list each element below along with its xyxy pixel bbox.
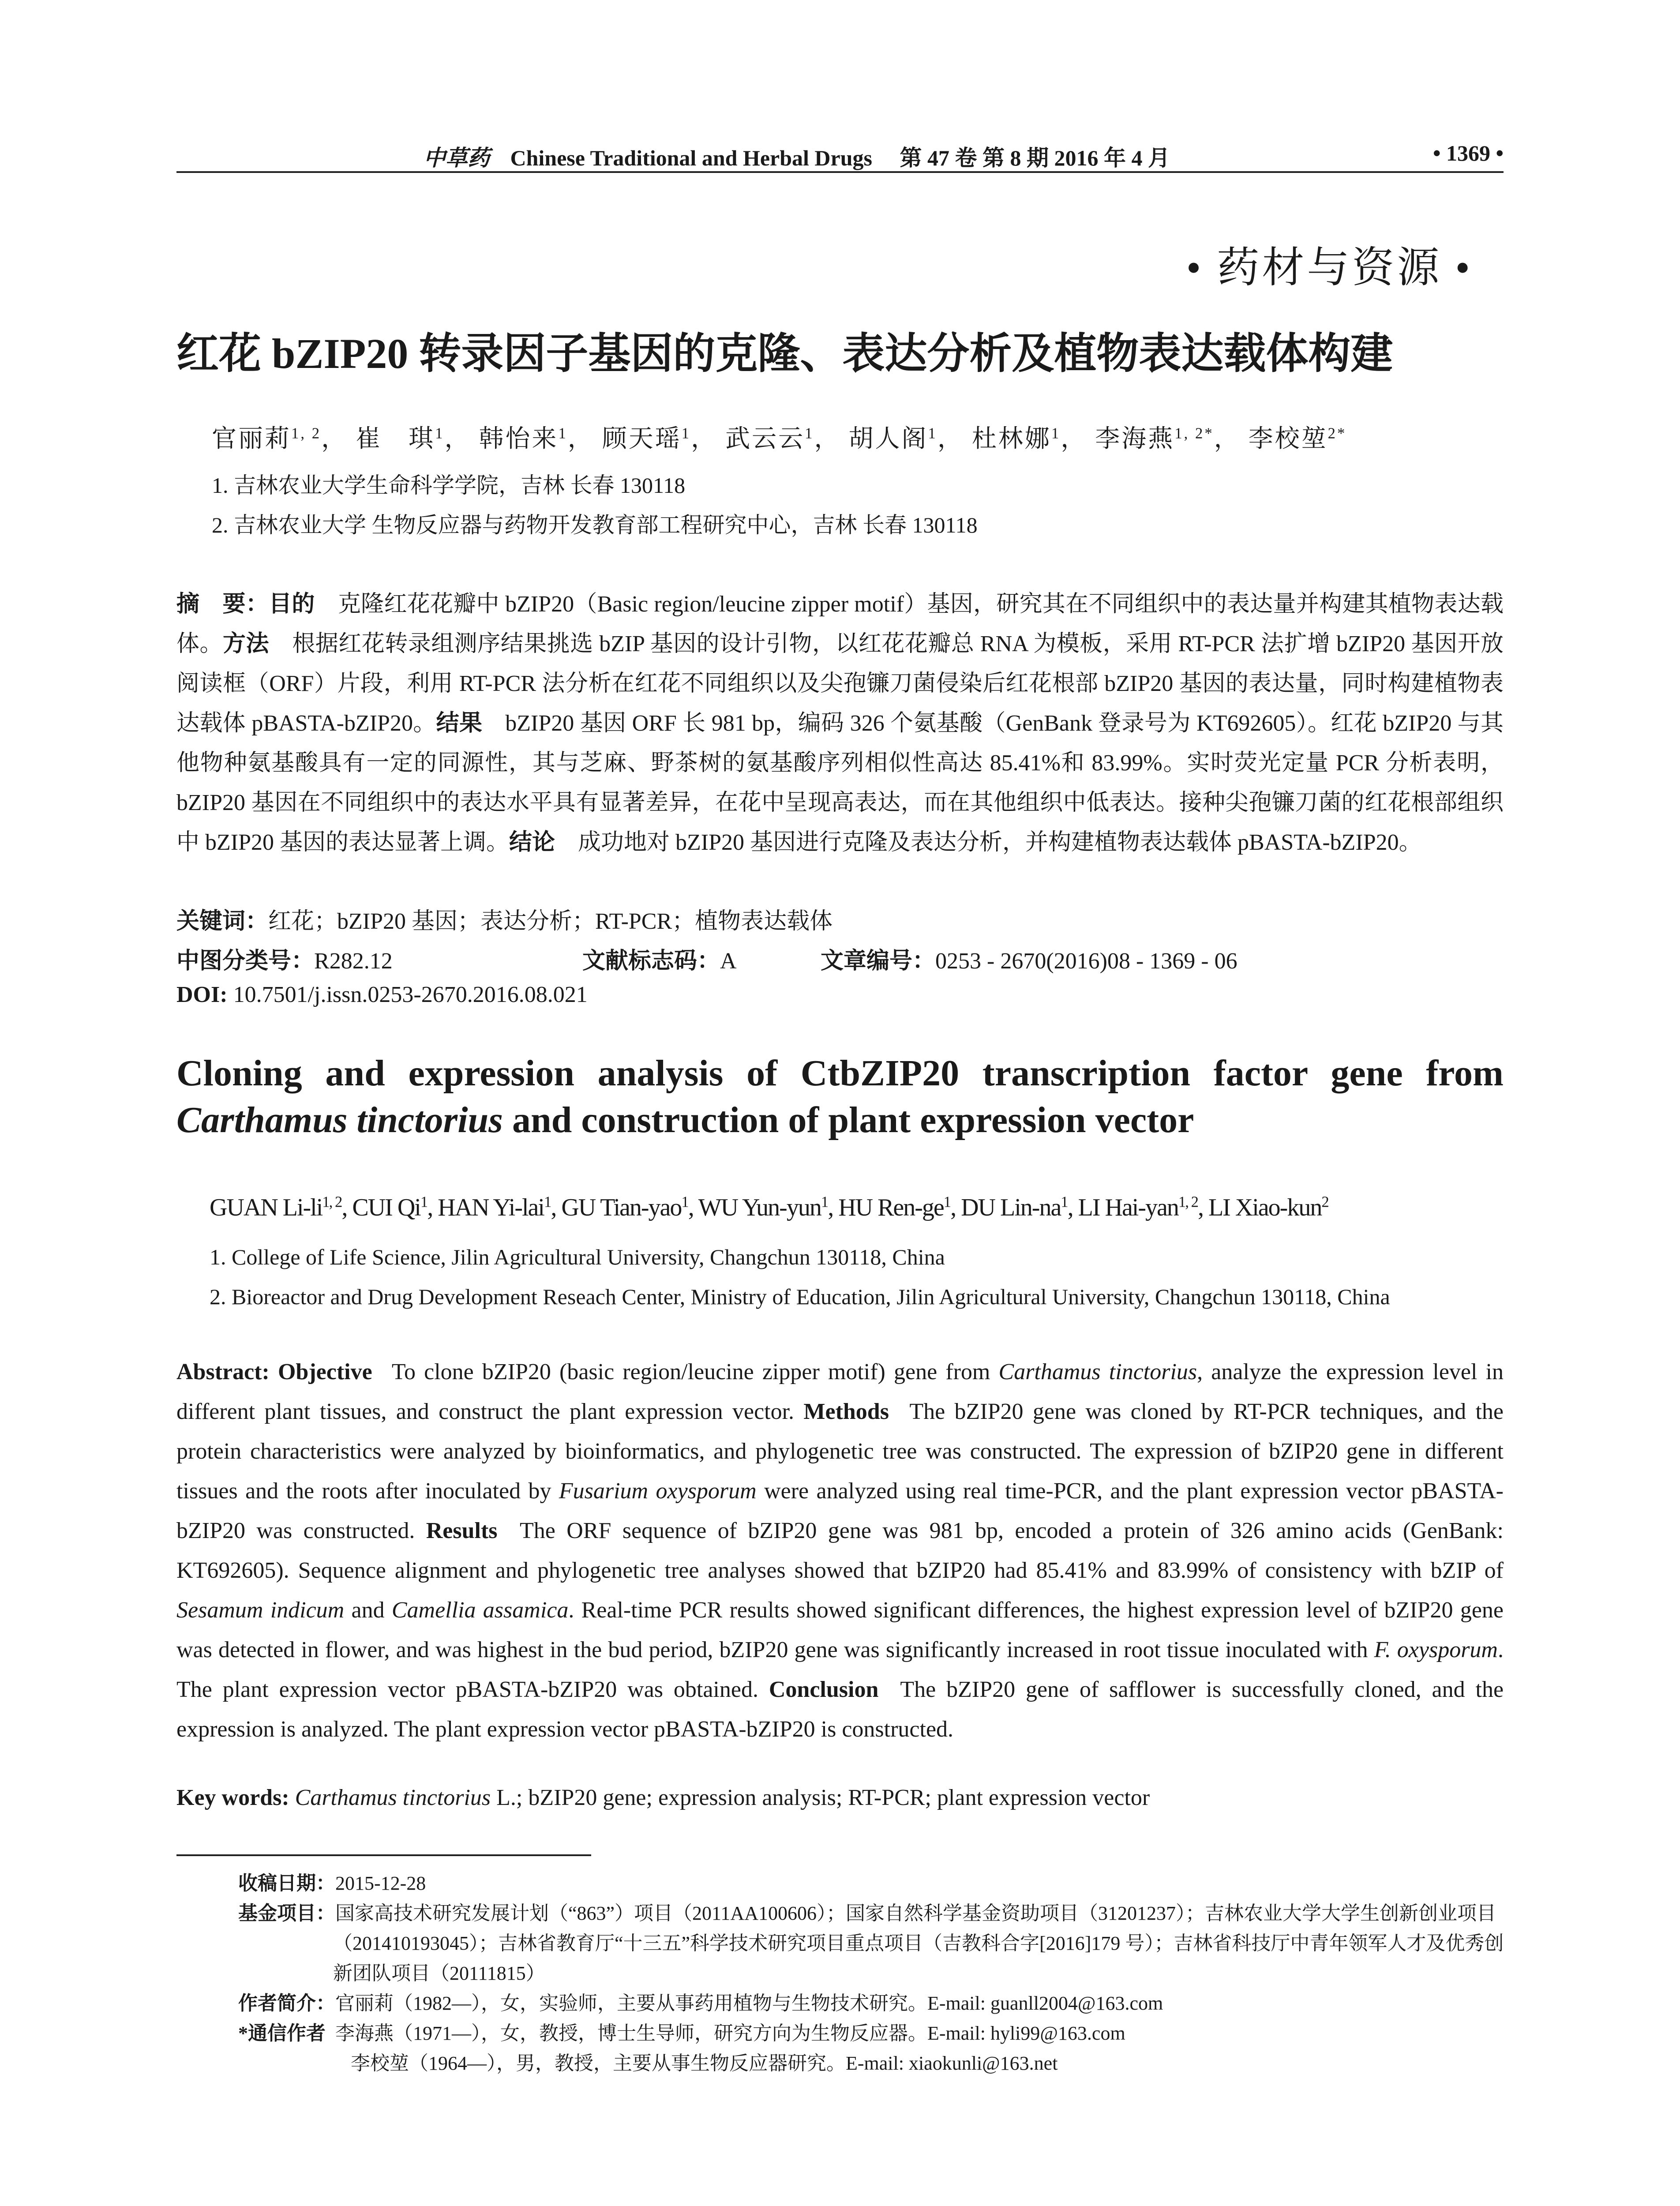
keywords-label: 关键词： — [176, 909, 269, 934]
conclusion-label: Conclusion — [769, 1677, 879, 1702]
results-text: bZIP20 基因 ORF 长 981 bp，编码 326 个氨基酸（GenBank 登录号为 KT692605）。红花 bZIP20 与其他物种氨基酸具有一定的同源性，其与芝麻、野茶树的氨基酸序列相似性高达 85.41%和 83.99%。实时荧光定量 PCR 分析表明，bZIP20 基因在不同组织中的表达水平具有显著差异，在花中呈现高表达，而在其他组织中低表达。接种尖孢镰刀菌的红花根部组织中 bZIP20 基因的表达显著上调。 — [176, 711, 1504, 855]
author-affil-mark: 1, 2 — [291, 424, 322, 442]
objective-label: 目的 — [269, 592, 315, 617]
doc-code-value: A — [720, 949, 737, 974]
author-affil-mark: 1 — [1051, 424, 1061, 442]
en-affiliation-1: 1. College of Life Science, Jilin Agricultural University, Changchun 130118, China — [210, 1245, 945, 1269]
objective-text: , analyze the expression level in different plant tissues, and construct the plant expression vector. — [176, 1359, 1504, 1424]
fund-label: 基金项目： — [238, 1902, 335, 1924]
running-header — [176, 140, 1504, 173]
clc-label: 中图分类号： — [176, 949, 315, 974]
en-author-list: GUAN Li-li$^{1, 2}$, CUI Qi$^1$, HAN Yi-lai$^1$, GU Tian-yao$^1$, WU Yun-yun$^1$, HU Ren-$ge^1$, DU Lin-$na^1$, LI Hai-yan$^{1, 2}$, LI Xiao-kun$^2$ — [210, 1193, 1328, 1221]
author-affil-mark: 2* — [1328, 424, 1347, 442]
received-label: 收稿日期： — [238, 1872, 335, 1894]
corresponding-author-1 — [238, 2018, 1504, 2048]
cn-affiliation-2: 2. 吉林农业大学 生物反应器与药物开发教育部工程研究中心，吉林 长春 130118 — [212, 513, 978, 537]
cn-abstract — [176, 585, 1504, 863]
author-affil-mark: 1 — [928, 424, 938, 442]
corr-label: *通信作者 — [238, 2022, 326, 2044]
methods-text: 根据红花转录组测序结果挑选 bZIP 基因的设计引物，以红花花瓣总 RNA 为模板，采用 RT-PCR 法扩增 bZIP20 基因开放阅读框（ORF）片段，利用 RT-PCR 法分析在红花不同组织以及尖孢镰刀菌侵染后红花根部 bZIP20 基因的表达量，同时构建植物表达载体 pBASTA-bZIP20。 — [176, 631, 1504, 736]
cn-author-list: 官丽莉$^{1, 2}$， 崔 琪$^1$， 韩怡来$^1$， 顾天瑶$^1$， 武云云$^1$， 胡人阁$^1$， 杜林娜$^1$， 李海燕$^{1, 2*}$， 李校堃$^{2*}$ — [212, 424, 1347, 453]
fund-info — [238, 1898, 1504, 1988]
species-name: Camellia assamica — [391, 1598, 569, 1623]
en-keywords — [176, 1785, 1150, 1811]
en-affiliation-2: 2. Bioreactor and Drug Development Reseach Center, Ministry of Education, Jilin Agricultural University, Changchun 130118, China — [210, 1284, 1390, 1309]
author-affil-mark: 1 — [435, 424, 445, 442]
species-name: Carthamus tinctorius — [295, 1785, 491, 1810]
results-text: . Real-time PCR results showed significant differences, the highest expression level of bZIP20 gene was detected in flower, and was highest in the bud period, bZIP20 gene was significantly increased in root tissue inoculated with — [176, 1598, 1504, 1662]
author-affil-mark: 1, 2 — [322, 1193, 342, 1211]
cn-author: 杜林娜 — [971, 425, 1051, 453]
en-title-species: Carthamus tinctorius — [176, 1099, 503, 1141]
en-author: LI Xiao-kun — [1208, 1194, 1322, 1221]
author-affil-mark: 1 — [681, 1193, 688, 1211]
classification-line — [176, 942, 1238, 975]
en-author: HAN Yi-lai — [438, 1194, 544, 1221]
cn-title: 红花 bZIP20 转录因子基因的克隆、表达分析及植物表达载体构建 — [176, 330, 1393, 377]
author-bio-label: 作者简介： — [238, 1992, 335, 2014]
abstract-label: Abstract: — [176, 1359, 270, 1384]
species-name: F. oxysporum — [1374, 1637, 1498, 1662]
cn-author: 李校堃 — [1248, 425, 1328, 453]
cn-author: 官丽莉 — [212, 425, 291, 453]
methods-text: were analyzed using real time-PCR, and the plant expression vector pBASTA-bZIP20 was constructed. — [176, 1478, 1504, 1543]
cn-author: 崔 琪 — [356, 425, 435, 453]
journal-en-name: Chinese Traditional and Herbal Drugs — [510, 146, 872, 170]
cn-keywords — [176, 902, 832, 935]
footnote-divider — [176, 1854, 591, 1856]
footnotes — [238, 1868, 1504, 2078]
conclusion-text: 成功地对 bZIP20 基因进行克隆及表达分析，并构建植物表达载体 pBASTA-bZIP20。 — [578, 830, 1422, 855]
conclusion-label: 结论 — [509, 830, 555, 855]
page-number: • 1369 • — [1432, 141, 1504, 165]
cn-affiliation-1: 1. 吉林农业大学生命科学学院，吉林 长春 130118 — [212, 473, 686, 498]
author-affil-mark: 1 — [805, 424, 814, 442]
species-name: Carthamus tinctorius — [998, 1359, 1197, 1384]
en-author: CUI Qi — [352, 1194, 420, 1221]
author-affil-mark: 1, 2* — [1174, 424, 1214, 442]
en-author: GU Tian-yao — [561, 1194, 682, 1221]
section-tag: • 药材与资源 • — [1186, 244, 1473, 291]
cn-author: 顾天瑶 — [602, 425, 682, 453]
abstract-label: 摘 要： — [176, 592, 269, 617]
results-text: and — [344, 1598, 392, 1623]
author-bio — [238, 1988, 1504, 2018]
objective-text: 克隆红花花瓣中 bZIP20（Basic region/leucine zipper motif）基因，研究其在不同组织中的表达量并构建其植物表达载体。 — [176, 592, 1504, 657]
en-abstract — [176, 1352, 1504, 1749]
author-affil-mark: 1 — [1061, 1193, 1068, 1211]
en-author: HU Ren-ge — [838, 1194, 944, 1221]
results-text: . The plant expression vector pBASTA-bZIP20 was obtained. — [176, 1637, 1504, 1702]
species-name: Sesamum indicum — [176, 1598, 345, 1623]
cn-author: 武云云 — [725, 425, 805, 453]
methods-text: The bZIP20 gene was cloned by RT-PCR techniques, and the protein characteristics were analyzed by bioinformatics, and phylogenetic tree was constructed. The expression of bZIP20 gene in different tissues and the roots after inoculated by — [176, 1399, 1504, 1504]
en-title-line-2: and construction of plant expression vector — [502, 1099, 1194, 1141]
species-name: Fusarium oxysporum — [559, 1478, 757, 1504]
author-affil-mark: 1, 2 — [1178, 1193, 1198, 1211]
methods-label: Methods — [803, 1399, 889, 1424]
cn-author: 李海燕 — [1095, 425, 1175, 453]
author-affil-mark: 1 — [544, 1193, 551, 1211]
en-author: LI Hai-yan — [1078, 1194, 1178, 1221]
keywords-text: L.; bZIP20 gene; expression analysis; RT-PCR; plant expression vector — [491, 1785, 1150, 1810]
keywords-text: 红花；bZIP20 基因；表达分析；RT-PCR；植物表达载体 — [268, 909, 833, 934]
conclusion-text: The bZIP20 gene of safflower is successfully cloned, and the expression is analyzed. The plant expression vector pBASTA-bZIP20 is constructed. — [176, 1677, 1504, 1742]
en-title-line-1: Cloning and expression analysis of CtbZIP20 transcription factor gene from — [176, 1053, 1504, 1094]
author-affil-mark: 1 — [681, 424, 691, 442]
results-label: 结果 — [436, 711, 483, 736]
doi-value: 10.7501/j.issn.0253-2670.2016.08.021 — [233, 982, 588, 1007]
en-author: WU Yun-yun — [698, 1194, 821, 1221]
en-author: DU Lin-na — [961, 1194, 1061, 1221]
journal-cn-name: 中草药 — [424, 146, 490, 170]
author-bio-value: 官丽莉（1982—），女，实验师，主要从事药用植物与生物技术研究。E-mail: guanll2004@163.com — [335, 1992, 1163, 2014]
en-title — [176, 1050, 1504, 1144]
article-no-value: 0253 - 2670(2016)08 - 1369 - 06 — [935, 949, 1238, 974]
clc-value: R282.12 — [314, 949, 393, 974]
keywords-label: Key words: — [176, 1785, 289, 1810]
author-affil-mark: 2 — [1321, 1193, 1328, 1211]
journal-info — [424, 140, 1170, 172]
results-text: The ORF sequence of bZIP20 gene was 981 bp, encoded a protein of 326 amino acids (GenBank: KT692605). Sequence alignment and phylogenetic tree analyses showed that bZIP20 had 85.41% and 83.99% of consistency with bZIP of — [176, 1518, 1504, 1583]
doi-label: DOI: — [176, 982, 228, 1007]
cn-author: 韩怡来 — [479, 425, 559, 453]
methods-label: 方法 — [222, 631, 269, 657]
author-affil-mark: 1 — [420, 1193, 428, 1211]
cn-author: 胡人阁 — [848, 425, 928, 453]
received-value: 2015-12-28 — [335, 1872, 426, 1894]
fund-value: 国家高技术研究发展计划（“863”）项目（2011AA100606）；国家自然科学基金资助项目（31201237）；吉林农业大学大学生创新创业项目（201410193045）；吉林省教育厅“十三五”科学技术研究项目重点项目（吉教科合字[2016]179 号）；吉林省科技厅中青年领军人才及优秀创新团队项目（20111815） — [333, 1902, 1504, 1984]
objective-label: Objective — [278, 1359, 372, 1384]
results-label: Results — [426, 1518, 498, 1543]
corr-value-1: 李海燕（1971—），女，教授，博士生导师，研究方向为生物反应器。E-mail: hyli99@163.com — [335, 2022, 1125, 2044]
objective-text: To clone bZIP20 (basic region/leucine zipper motif) gene from — [391, 1359, 999, 1384]
issue-info: 第 47 卷 第 8 期 2016 年 4 月 — [900, 146, 1170, 170]
article-no-label: 文章编号： — [821, 949, 936, 974]
received-date — [238, 1868, 1504, 1898]
author-affil-mark: 1 — [943, 1193, 951, 1211]
author-affil-mark: 1 — [821, 1193, 828, 1211]
doi-line — [176, 982, 588, 1008]
author-affil-mark: 1 — [558, 424, 568, 442]
doc-code-label: 文献标志码： — [582, 949, 720, 974]
corresponding-author-2: 李校堃（1964—），男，教授，主要从事生物反应器研究。E-mail: xiaokunli@163.net — [351, 2052, 1058, 2074]
en-author: GUAN Li-li — [210, 1194, 322, 1221]
